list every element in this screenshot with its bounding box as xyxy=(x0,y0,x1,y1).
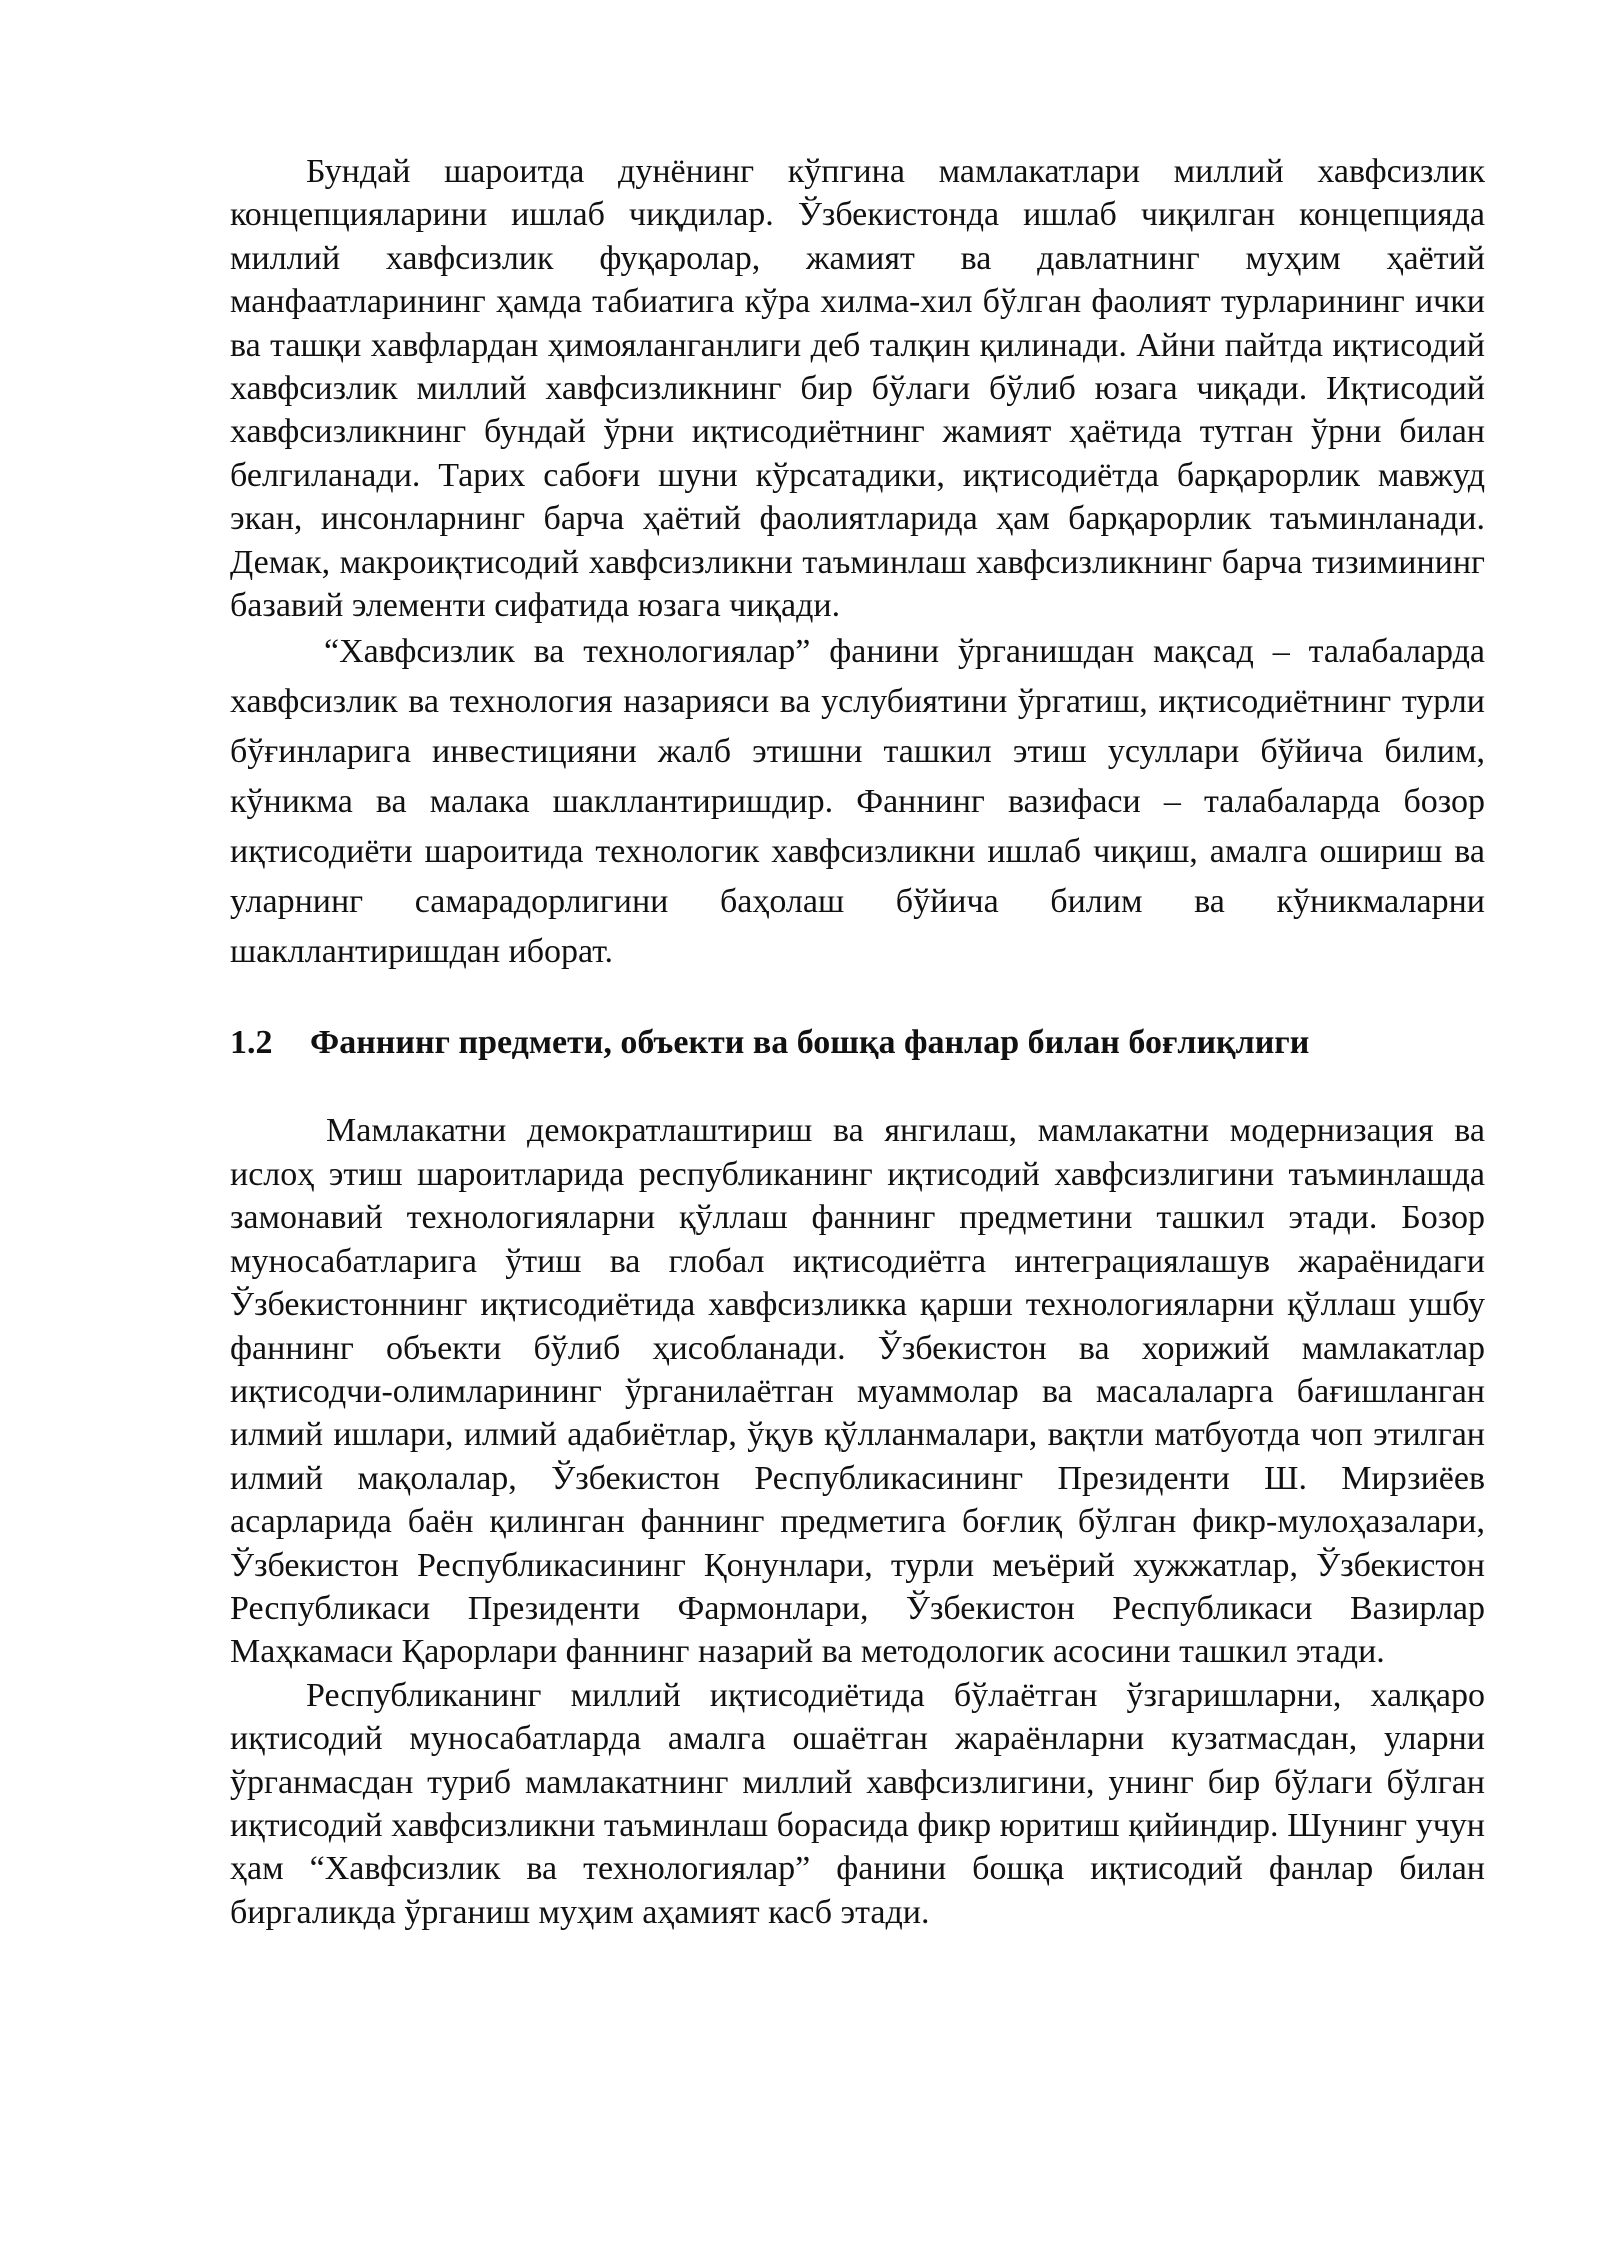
paragraph-interdisciplinary: Республиканинг миллий иқтисодиётида бўлаётган ўзгаришларни, халқаро иқтисодий муносабатларда амалга ошаётган жараёнларни кузатмасдан, уларни ўрганмасдан туриб мамлакатнинг миллий хавфсизлигини, унинг бир бўлаги бўлган иқтисодий хавфсизликни таъминлаш борасида фикр юритиш қийиндир. Шунинг учун ҳам “Хавфсизлик ва технологиялар” фанини бошқа иқтисодий фанлар билан биргаликда ўрганиш муҳим аҳамият касб этади. xyxy=(230,1676,1485,1931)
document-body xyxy=(230,150,1485,1934)
paragraph-subject-object: Мамлакатни демократлаштириш ва янгилаш, мамлакатни модернизация ва ислоҳ этиш шароитларида республиканинг иқтисодий хавфсизлигини таъминлашда замонавий технологияларни қўллаш фаннинг предметини ташкил этади. Бозор муносабатларига ўтиш ва глобал иқтисодиётга интеграциялашув жараёнидаги Ўзбекистоннинг иқтисодиётида хавфсизликка қарши технологияларни қўллаш ушбу фаннинг объекти бўлиб ҳисобланади. Ўзбекистон ва хорижий мамлакатлар иқтисодчи-олимларининг ўрганилаётган муаммолар ва масалаларга бағишланган илмий ишлари, илмий адабиётлар, ўқув қўлланмалари, вақтли матбуотда чоп этилган илмий мақолалар, Ўзбекистон Республикасининг Президенти Ш. Мирзиёев асарларида баён қилинган фаннинг предметига боғлиқ бўлган фикр-мулоҳазалари, Ўзбекистон Республикасининг Қонунлари, турли меъёрий хужжатлар, Ўзбекистон Республикаси Президенти Фармонлари, Ўзбекистон Республикаси Вазирлар Маҳкамаси Қарорлари фаннинг назарий ва методологик асосини ташкил этади. xyxy=(230,1112,1485,1671)
section-title: Фаннинг предмети, объекти ва бошқа фанлар билан боғлиқлиги xyxy=(310,1024,1310,1062)
section-number: 1.2 xyxy=(230,1024,273,1062)
paragraph-security-concepts: Бундай шароитда дунёнинг кўпгина мамлакатлари миллий хавфсизлик концепцияларини ишлаб чиқдилар. Ўзбекистонда ишлаб чиқилган концепцияда миллий хавфсизлик фуқаролар, жамият ва давлатнинг муҳим ҳаётий манфаатларининг ҳамда табиатига кўра хилма-хил бўлган фаолият турларининг ички ва ташқи хавфлардан ҳимояланганлиги деб талқин қилинади. Айни пайтда иқтисодий хавфсизлик миллий хавфсизликнинг бир бўлаги бўлиб юзага чиқади. Иқтисодий хавфсизликнинг бундай ўрни иқтисодиётнинг жамият ҳаётида тутган ўрни билан белгиланади. Тарих сабоғи шуни кўрсатадики, иқтисодиётда барқарорлик мавжуд экан, инсонларнинг барча ҳаётий фаолиятларида ҳам барқарорлик таъминланади. Демак, макроиқтисодий хавфсизликни таъминлаш хавфсизликнинг барча тизимининг базавий элементи сифатида юзага чиқади. xyxy=(230,153,1485,625)
paragraph-course-goal: “Хавфсизлик ва технологиялар” фанини ўрганишдан мақсад – талабаларда хавфсизлик ва технология назарияси ва услубиятини ўргатиш, иқтисодиётнинг турли бўғинларига инвестицияни жалб этишни ташкил этиш усуллари бўйича билим, кўникма ва малака шакллантиришдир. Фаннинг вазифаси – талабаларда бозор иқтисодиёти шароитида технологик хавфсизликни ишлаб чиқиш, амалга ошириш ва уларнинг самарадорлигини баҳолаш бўйича билим ва кўникмаларни шакллантиришдан иборат. xyxy=(230,633,1485,971)
section-heading xyxy=(230,1021,1485,1065)
